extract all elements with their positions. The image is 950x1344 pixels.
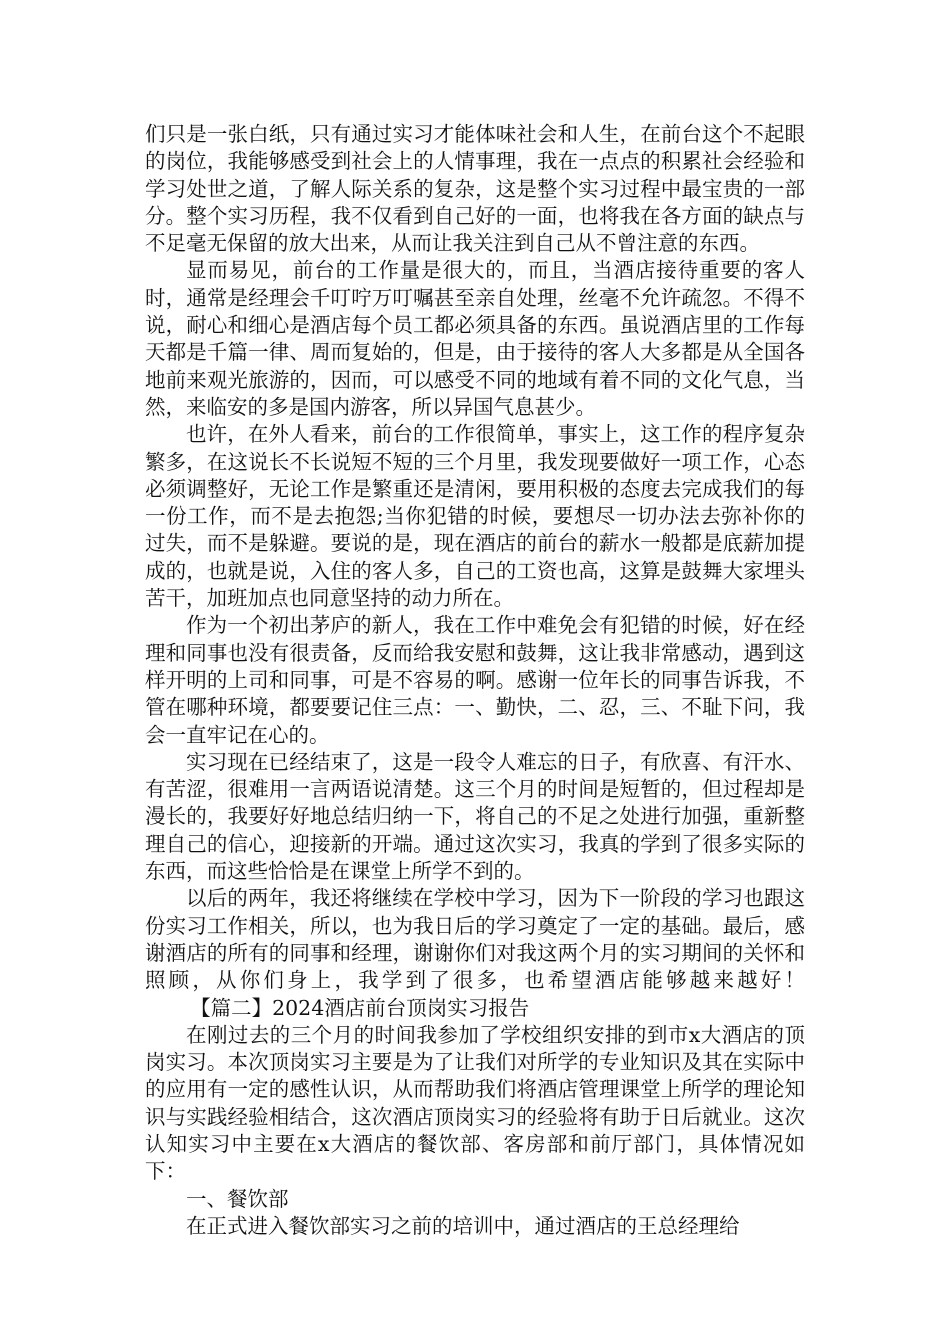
paragraph-2: 显而易见，前台的工作量是很大的，而且，当酒店接待重要的客人时，通常是经理会千叮咛万叮嘱甚至亲自处理，丝毫不允许疏忽。不得不说，耐心和细心是酒店每个员工都必须具备的东西。虽说酒店里的工作每天都是千篇一律、周而复始的，但是，由于接待的客人大多都是从全国各地前来观光旅游的，因而，可以感受不同的地域有着不同的文化气息，当然，来临安的多是国内游客，所以异国气息甚少。: [145, 258, 805, 419]
paragraph-7: 在刚过去的三个月的时间我参加了学校组织安排的到市x大酒店的顶岗实习。本次顶岗实习主要是为了让我们对所学的专业知识及其在实际中的应用有一定的感性认识，从而帮助我们将酒店管理课堂上所学的理论知识与实践经验相结合，这次酒店顶岗实习的经验将有助于日后就业。这次认知实习中主要在x大酒店的餐饮部、客房部和前厅部门，具体情况如下：: [145, 1022, 805, 1184]
paragraph-6: [145, 885, 805, 1021]
section-heading-part-two: 【篇二】2024酒店前台顶岗实习报告: [190, 995, 530, 1020]
subheading-catering-department: 一、餐饮部: [186, 1186, 289, 1211]
document-body: [145, 121, 805, 1240]
paragraph-6-text: 以后的两年，我还将继续在学校中学习，因为下一阶段的学习也跟这份实习工作相关，所以，也为我日后的学习奠定了一定的基础。最后，感谢酒店的所有的同事和经理，谢谢你们对我这两个月的实习期间的关怀和照顾，从你们身上，我学到了很多，也希望酒店能够越来越好！: [145, 886, 805, 993]
paragraph-4: 作为一个初出茅庐的新人，我在工作中难免会有犯错的时候，好在经理和同事也没有很责备，反而给我安慰和鼓舞，这让我非常感动，遇到这样开明的上司和同事，可是不容易的啊。感谢一位年长的同事告诉我，不管在哪种环境，都要要记住三点：一、勤快，二、忍，三、不耻下问，我会一直牢记在心的。: [145, 613, 805, 747]
paragraph-5: 实习现在已经结束了，这是一段令人难忘的日子，有欣喜、有汗水、有苦涩，很难用一言两语说清楚。这三个月的时间是短暂的，但过程却是漫长的，我要好好地总结归纳一下，将自己的不足之处进行加强，重新整理自己的信心，迎接新的开端。通过这次实习，我真的学到了很多实际的东西，而这些恰恰是在课堂上所学不到的。: [145, 749, 805, 884]
paragraph-8: 在正式进入餐饮部实习之前的培训中，通过酒店的王总经理给: [186, 1213, 740, 1238]
paragraph-3: 也许，在外人看来，前台的工作很简单，事实上，这工作的程序复杂繁多，在这说长不长说短不短的三个月里，我发现要做好一项工作，心态必须调整好，无论工作是繁重还是清闲，要用积极的态度去完成我们的每一份工作，而不是去抱怨;当你犯错的时候，要想尽一切办法去弥补你的过失，而不是躲避。要说的是，现在酒店的前台的薪水一般都是底薪加提成的，也就是说，入住的客人多，自己的工资也高，这算是鼓舞大家埋头苦干，加班加点也同意坚持的动力所在。: [145, 422, 805, 611]
paragraph-1: 们只是一张白纸，只有通过实习才能体味社会和人生，在前台这个不起眼的岗位，我能够感受到社会上的人情事理，我在一点点的积累社会经验和学习处世之道，了解人际关系的复杂，这是整个实习过程中最宝贵的一部分。整个实习历程，我不仅看到自己好的一面，也将我在各方面的缺点与不足毫无保留的放大出来，从而让我关注到自己从不曾注意的东西。: [145, 122, 805, 256]
